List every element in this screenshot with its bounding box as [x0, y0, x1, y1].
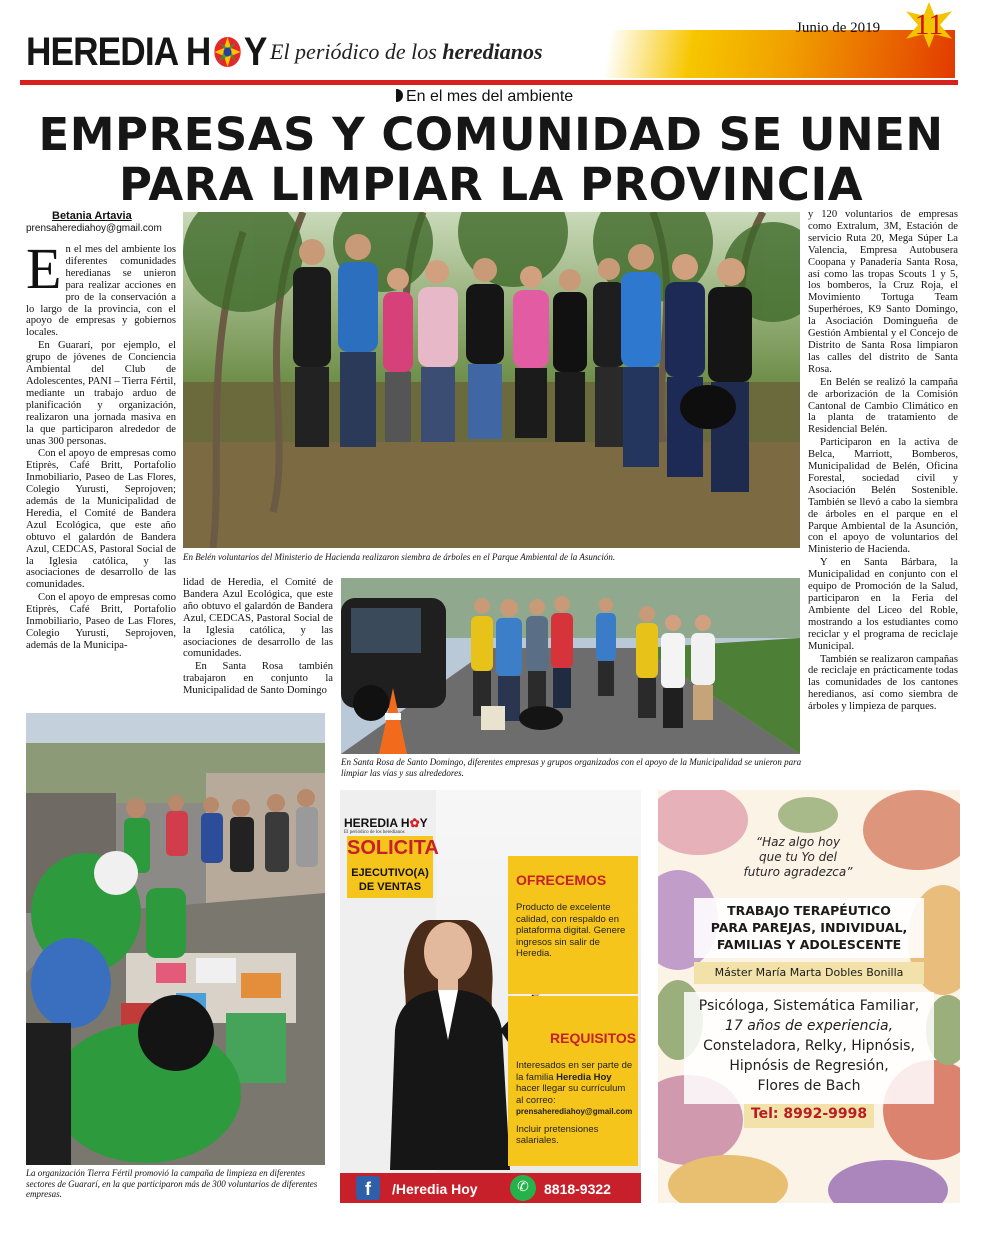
flower-logo-icon: [212, 35, 242, 69]
paragraph-santa-rosa: En Santa Rosa también trabajaron en conjunto la Municipalidad de Santo Domingo: [183, 661, 333, 697]
article-column-2: [183, 577, 333, 709]
ad-job-position-line-2: DE VENTAS: [358, 881, 422, 893]
paragraph-heredia-continued: lidad de Heredia, el Comité de Bandera Azul Ecológica, que este año obtuvo el galardón de Bandera Azul, CEDCAS, Pastoral Social de la Iglesia católica, y las asociaciones de desarrollo de las comunidades.: [183, 577, 333, 660]
ad-job-brand-tagline: El periódico de los heredianos: [344, 830, 405, 835]
article-column-3: [808, 209, 958, 774]
ad-job-brand-left: HEREDIA H: [344, 816, 410, 830]
headline-line-2: PARA LIMPIAR LA PROVINCIA: [118, 158, 864, 211]
paragraph-belen-participants: Participaron en la activa de Belca, Marriott, Bomberos, Municipalidad de Belén, Oficina Forestal, sociedad civil y Asociación Belén Sostenible. También se llevó a cabo la siembra de árboles en el parque en el Parque Ambiental de la Asunción, con el apoyo de voluntarios del Ministerio de Hacienda.: [808, 437, 958, 556]
dropcap: E: [26, 236, 62, 301]
headline-line-1: EMPRESAS Y COMUNIDAD SE UNEN: [38, 108, 944, 161]
ad-therapy-specialties: [674, 996, 944, 1096]
ad-job-req-text-2: hacer llegar su currículum al correo:: [516, 1083, 626, 1106]
kicker-text: En el mes del ambiente: [406, 88, 574, 105]
headline: [18, 110, 964, 210]
paragraph-sponsors-repeat: Con el apoyo de empresas como Etiprès, Café Britt, Portafolio Inmobiliario, Paseo de Las Flores, Colegio Yurusti, Seprojoven, además de la Municipa-: [26, 592, 176, 651]
ad-job-solicita: SOLICITA: [347, 837, 439, 859]
slogan-prefix: El periódico de los: [270, 39, 443, 64]
photo-guarari-image: [26, 713, 325, 1165]
ad-therapy-spec-line-4: Hipnósis de Regresión,: [729, 1058, 889, 1074]
facebook-icon: f: [356, 1176, 380, 1200]
header-rule: [20, 80, 958, 85]
ad-job-facebook[interactable]: /Heredia Hoy: [392, 1181, 478, 1197]
photo-santa-rosa-cleanup: [341, 578, 800, 754]
ad-therapy-name: Máster María Marta Dobles Bonilla: [714, 966, 904, 979]
slogan-accent: heredianos: [442, 39, 543, 64]
paragraph-santa-rosa-volunteers: y 120 voluntarios de empresas como Extralum, 3M, Estación de servicio Ruta 20, Mega Súper La Valencia, Empresa Autobusera Coopana y Panadería Santa Rosa, así como las tropas Scouts 1 y 5, los bomberos, la Cruz Roja, el Movimiento Tortuga Team Superhéroes, K9 Santo Domingo, la Asociación Domingueña de Gestión Ambiental y el Concejo de Distrito de Santa Rosa limpiaron las calles del distrito de Santa Rosa.: [808, 209, 958, 375]
ad-job-req-text: [516, 1060, 634, 1147]
paragraph-belen: En Belén se realizó la campaña de arborización de la Comisión Cantonal de Cambio Climático en la planta de tratamiento de Residencial Belén.: [808, 376, 958, 436]
paragraph-recycling: También se realizaron campañas de reciclaje en prácticamente todas las comunidades de los cantones heredianos, así como siembra de árboles y limpieza de parques.: [808, 653, 958, 713]
caption-santa-rosa: En Santa Rosa de Santo Domingo, diferentes empresas y grupos organizados con el apoyo de la Municipalidad se unieron para limpiar las vías y sus alrededores.: [341, 757, 802, 778]
photo-belen-image: [183, 212, 800, 548]
ad-therapy-quote-line-3: futuro agradezca”: [743, 865, 853, 879]
caption-belen: En Belén voluntarios del Ministerio de Hacienda realizaron siembra de árboles en el Parque Ambiental de la Asunción.: [183, 552, 616, 562]
ad-job-req-title: REQUISITOS: [550, 1030, 637, 1046]
ad-job-req-brand: Heredia Hoy: [556, 1071, 612, 1083]
ad-therapy-phone[interactable]: Tel: 8992-9998: [750, 1106, 868, 1122]
ad-therapy-spec-line-5: Flores de Bach: [757, 1078, 861, 1094]
ad-job-whatsapp[interactable]: 8818-9322: [544, 1181, 611, 1197]
ad-job-position-line-1: EJECUTIVO(A): [351, 867, 429, 879]
logo-text-right: Y: [243, 29, 267, 74]
ad-job-flower-icon: ✿: [409, 816, 420, 830]
ad-therapy-quote-line-1: “Haz algo hoy: [755, 835, 841, 849]
ad-job-brand: [344, 816, 436, 830]
newspaper-logo: [26, 30, 266, 74]
author-email[interactable]: prensaherediahoy@gmail.com: [26, 223, 162, 234]
ad-therapy-title: [694, 902, 924, 953]
author-name: Betania Artavia: [52, 210, 132, 222]
ad-therapy-title-line-2: PARA PAREJAS, INDIVIDUAL,: [710, 920, 908, 935]
paragraph-santa-barbara: Y en Santa Bárbara, la Municipalidad en conjunto con el equipo de Promoción de la Salud, participaron en la Feria del Ambiente del Liceo del Roble, mostrando a los estudiantes como reciclar y el programa de reciclaje Municipal.: [808, 557, 958, 652]
ad-therapy-quote-line-2: que tu Yo del: [758, 850, 838, 864]
header-color-band: [580, 30, 955, 78]
kicker-bullet-icon: [396, 89, 403, 102]
ad-job-req-text-1: Interesados en ser parte de la familia: [516, 1060, 633, 1083]
ad-job-req-email[interactable]: prensaherediahoy@gmail.com: [516, 1107, 633, 1116]
issue-date: Junio de 2019: [796, 20, 881, 36]
masthead: [20, 30, 960, 82]
logo-text-left: HEREDIA H: [26, 29, 211, 74]
ad-sales-job: [340, 790, 641, 1203]
ad-therapy-spec-line-3: Consteladora, Relky, Hipnósis,: [703, 1038, 915, 1054]
ad-therapy-spec-line-2: 17 años de experiencia,: [724, 1018, 894, 1034]
kicker: [396, 88, 573, 106]
article-column-1: [26, 236, 176, 706]
newspaper-slogan: [270, 39, 543, 65]
ad-job-offer-text: Producto de excelente calidad, con respaldo en plataforma digital. Genere ingresos sin salir de Heredia.: [516, 902, 626, 959]
ad-therapy-spec-line-1: Psicóloga, Sistemática Familiar,: [698, 998, 920, 1014]
ad-job-offer-title: OFRECEMOS: [516, 872, 607, 888]
ad-therapy-title-line-1: TRABAJO TERAPÉUTICO: [727, 903, 891, 918]
photo-belen-volunteers: [183, 212, 800, 548]
ad-job-req-text-3: Incluir pretensiones salariales.: [516, 1123, 599, 1146]
paragraph-intro: [26, 236, 176, 339]
photo-guarari-cleanup: [26, 713, 325, 1165]
whatsapp-icon: ✆: [510, 1175, 536, 1201]
caption-guarari: La organización Tierra Fértil promovió la campaña de limpieza en diferentes sectores de Guararí, en la que participaron más de 300 voluntarios de diferentes empresas.: [26, 1168, 318, 1199]
paragraph-intro-text: n el mes del ambiente los diferentes comunidades heredianas se unieron para realizar acciones en pro de la conservación a lo largo de la provincia, con el apoyo de empresas y gobiernos locales.: [26, 244, 176, 339]
ad-job-brand-right: Y: [419, 816, 428, 830]
ad-therapy: [658, 790, 960, 1203]
page-number: 11: [914, 8, 944, 41]
paragraph-sponsors: Con el apoyo de empresas como Etiprès, Café Britt, Portafolio Inmobiliario, Paseo de Las Flores, Colegio Yurusti, Seprojoven; además de la Municipalidad de Heredia, el Comité de Bandera Azul Ecológica, que este año obtuvo el galardón de Bandera Azul, CEDCAS, Pastoral Social de la Iglesia católica, y las asociaciones de desarrollo de las comunidades.: [26, 448, 176, 591]
paragraph-guarari: En Guararí, por ejemplo, el grupo de jóvenes de Conciencia Ambiental del Club de Adolescentes, PANI – Tierra Fértil, mediante un trabajo arduo de planificación y organización, realizaron una jornada masiva en la que participaron alrededor de unas 300 personas.: [26, 340, 176, 447]
photo-santa-rosa-image: [341, 578, 800, 754]
ad-therapy-quote: [698, 835, 898, 880]
ad-therapy-title-line-3: FAMILIAS Y ADOLESCENTE: [716, 937, 902, 952]
